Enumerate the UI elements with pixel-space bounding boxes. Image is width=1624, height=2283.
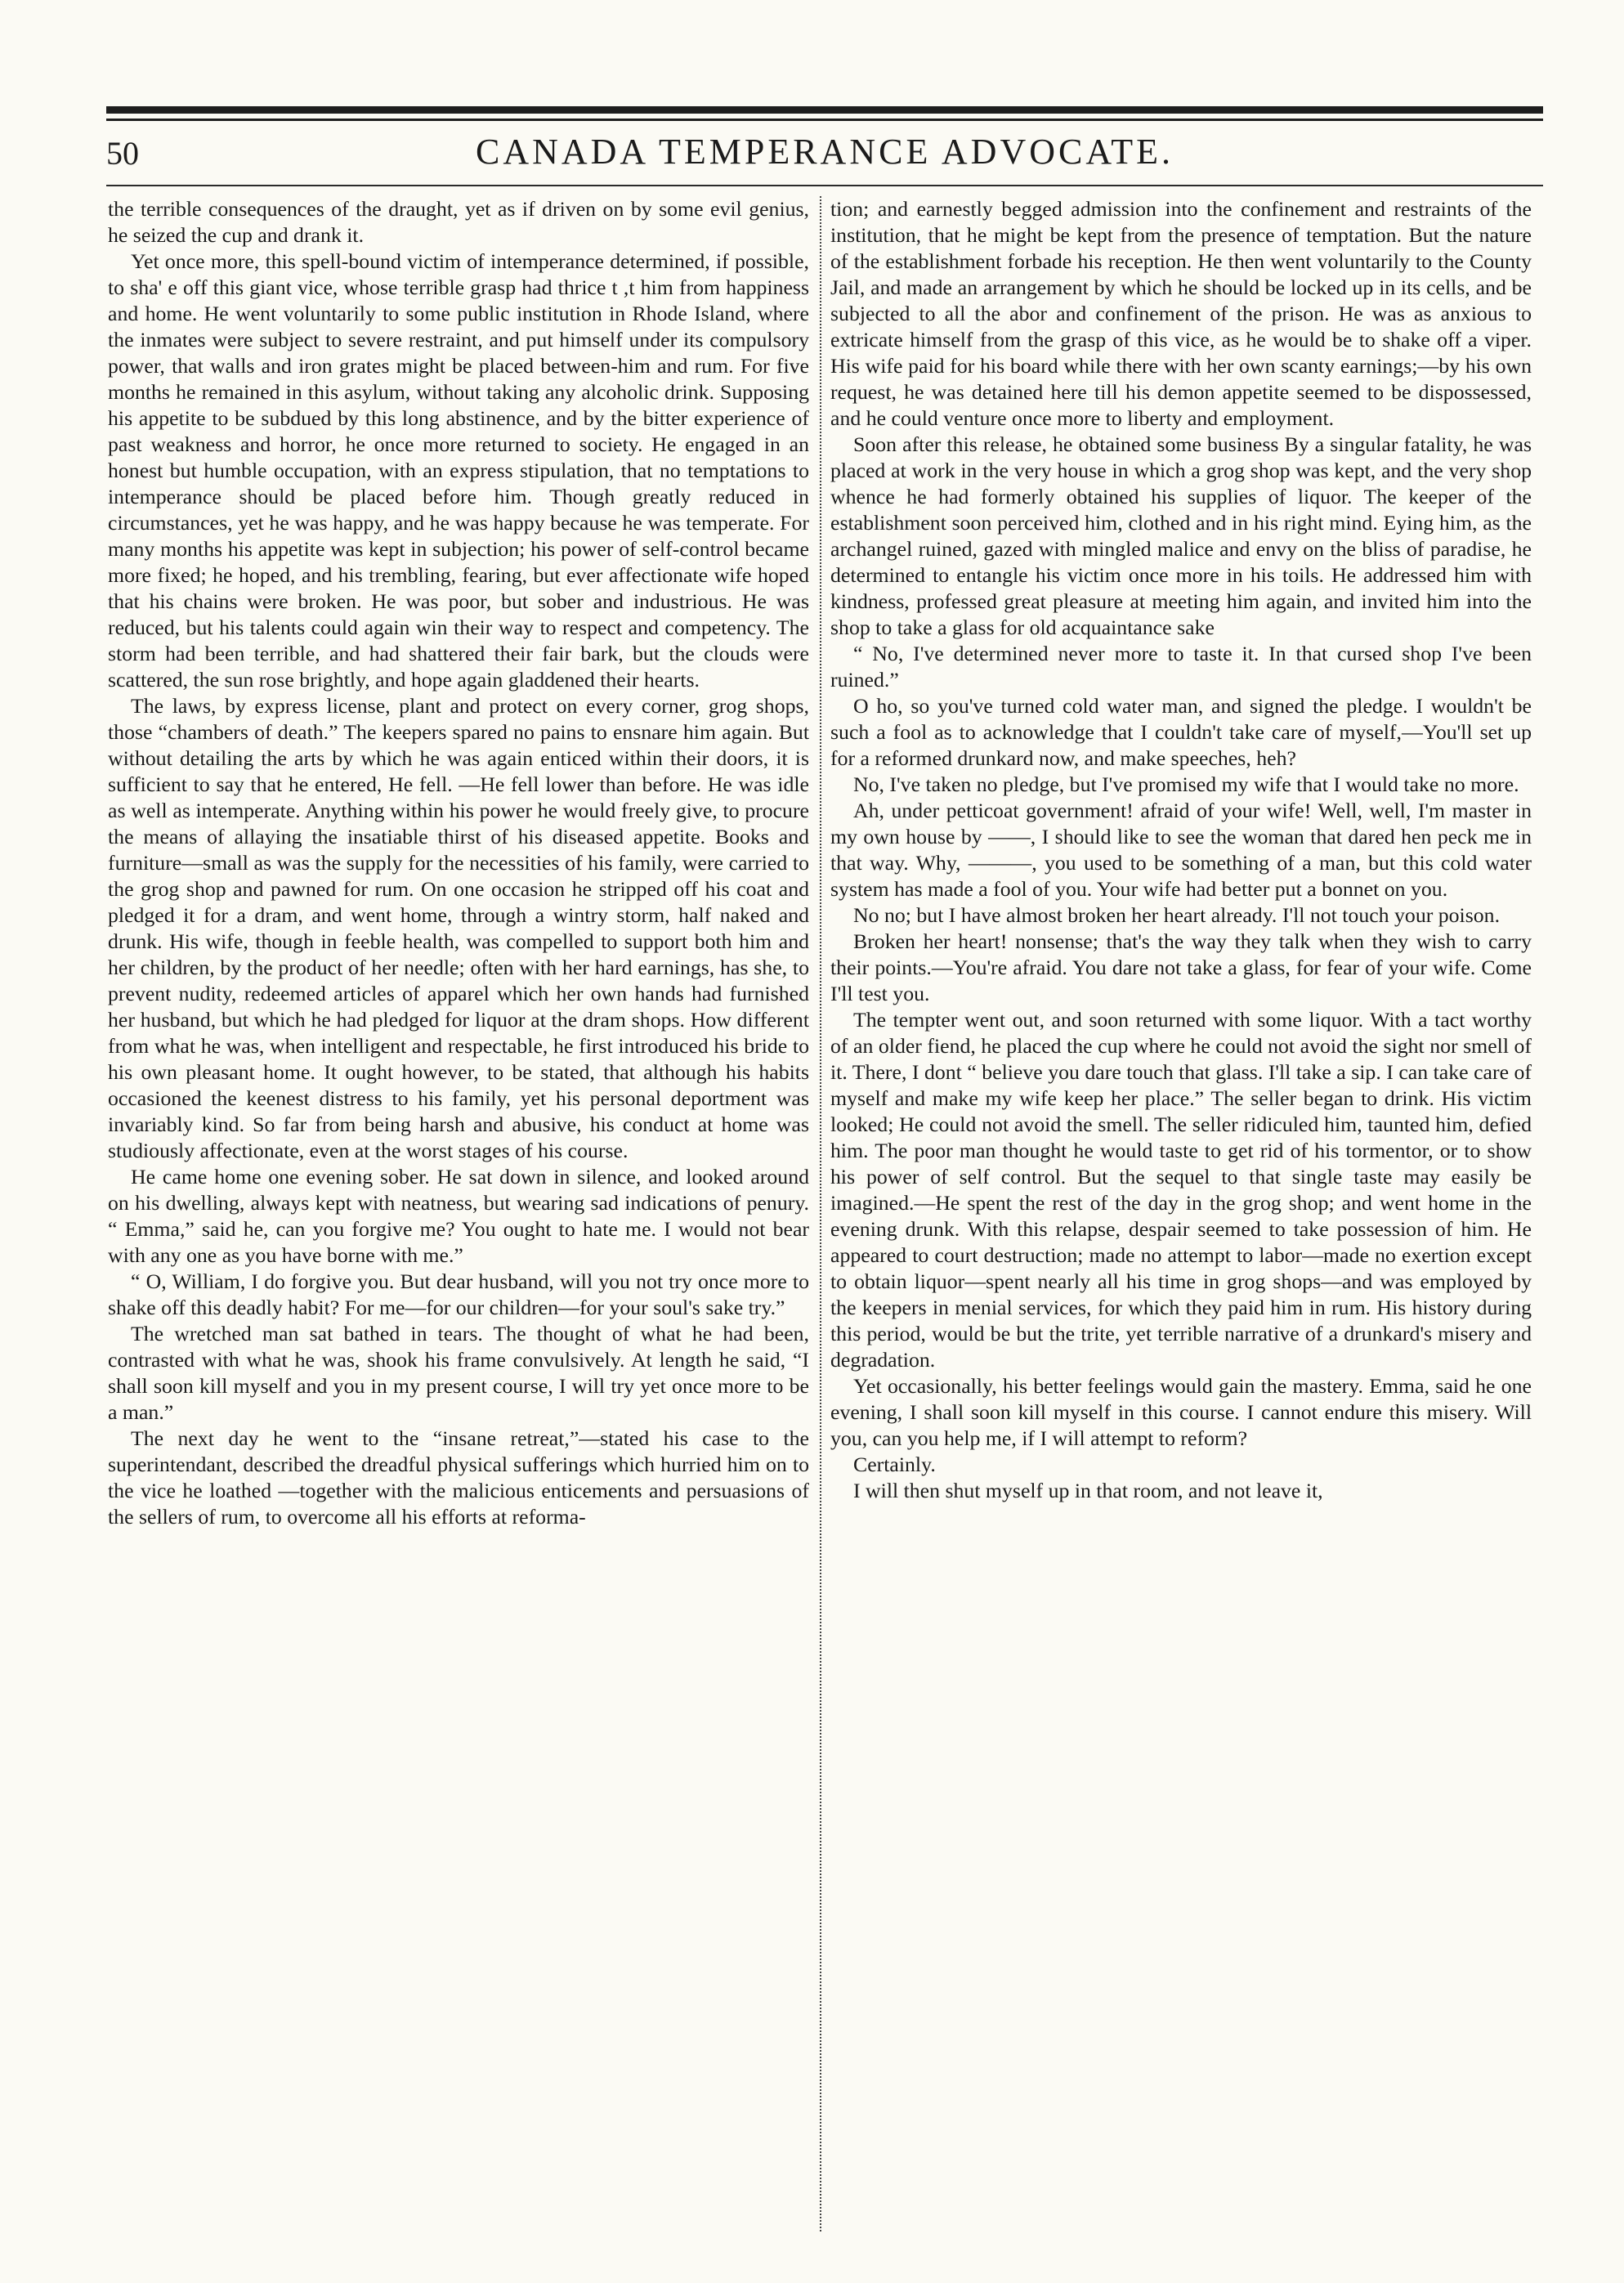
- paragraph: The laws, by express license, plant and protect on every corner, grog shops, those “chambers of death.” The keepers spared no pains to ensnare him again. But without detailing the arts by which he was again enticed within their doors, it is sufficient to say that he entered, He fell. —He fell lower than before. He was idle as well as intemperate. Anything within his power he would freely give, to procure the means of allaying the insatiable thirst of his diseased appetite. Books and furniture—small as was the supply for the necessities of his family, were carried to the grog shop and pawned for rum. On one occasion he stripped off his coat and pledged it for a dram, and went home, through a wintry storm, half naked and drunk. His wife, though in feeble health, was compelled to support both him and her children, by the product of her needle; often with her hard earnings, has she, to prevent nudity, redeemed articles of apparel which her own hands had furnished her husband, but which he had pledged for liquor at the dram shops. How different from what he was, when intelligent and respectable, he first introduced his bride to his own pleasant home. It ought however, to be stated, that although his habits occasioned the keenest distress to his family, yet his personal deportment was invariably kind. So far from being harsh and abusive, his conduct at home was studiously affectionate, even at the worst stages of his course.: [108, 694, 809, 1162]
- paragraph: Yet once more, this spell-bound victim of intemperance determined, if possible, to sha' e off this giant vice, whose terrible grasp had thrice t ,t him from happiness and home. He went voluntarily to some public institution in Rhode Island, where the inmates were subject to severe restraint, and put himself under its compulsory power, that walls and iron grates might be placed between-him and rum. For five months he remained in this asylum, without taking any alcoholic drink. Supposing his appetite to be subdued by this long abstinence, and by the bitter experience of past weakness and horror, he once more returned to society. He engaged in an honest but humble occupation, with an express stipulation, that no temptations to intemperance should be placed before him. Though greatly reduced in circumstances, yet he was happy, and he was happy because he was temperate. For many months his appetite was kept in subjection; his power of self-control became more fixed; he hoped, and his trembling, fearing, but ever affectionate wife hoped that his chains were broken. He was poor, but sober and industrious. He was reduced, but his talents could again win their way to respect and competency. The storm had been terrible, and had shattered their fair bark, but the clouds were scattered, the sun rose brightly, and hope again gladdened their hearts.: [108, 249, 809, 692]
- paragraph: I will then shut myself up in that room, and not leave it,: [853, 1479, 1323, 1502]
- paragraph: the terrible consequences of the draught, yet as if driven on by some evil genius, he seized the cup and drank it.: [108, 197, 809, 247]
- column-divider: [820, 196, 821, 2232]
- paragraph: The wretched man sat bathed in tears. The thought of what he had been, contrasted with what he was, shook his frame convulsively. At length he said, “I shall soon kill myself and you in my present course, I will try yet once more to be a man.”: [108, 1322, 809, 1424]
- paragraph: “ No, I've determined never more to taste it. In that cursed shop I've been ruined.”: [830, 642, 1532, 692]
- paragraph: “ O, William, I do forgive you. But dear husband, will you not try once more to shake off this deadly habit? For me—for our children—for your soul's sake try.”: [108, 1269, 809, 1319]
- paragraph: Ah, under petticoat government! afraid of your wife! Well, well, I'm master in my own house by ——, I should like to see the woman that dared hen peck me in that way. Why, ———, you used to be something of a man, but this cold water system has made a fool of you. Your wife had better put a bonnet on you.: [830, 799, 1532, 901]
- paragraph: Yet occasionally, his better feelings would gain the mastery. Emma, said he one evening, I shall soon kill myself in this course. I cannot endure this misery. Will you, can you help me, if I will attempt to reform?: [830, 1374, 1532, 1450]
- paragraph: Broken her heart! nonsense; that's the way they talk when they wish to carry their points.—You're afraid. You dare not take a glass, for fear of your wife. Come I'll test you.: [830, 929, 1532, 1005]
- paragraph: No no; but I have almost broken her heart already. I'll not touch your poison.: [853, 903, 1501, 927]
- paragraph: Certainly.: [853, 1453, 936, 1476]
- masthead-title: CANADA TEMPERANCE ADVOCATE.: [475, 132, 1174, 172]
- page-header: [106, 131, 1543, 180]
- paragraph: No, I've taken no pledge, but I've promised my wife that I would take no more.: [853, 772, 1519, 796]
- page-number: 50: [106, 135, 139, 172]
- paragraph: The tempter went out, and soon returned with some liquor. With a tact worthy of an older fiend, he placed the cup where he could not avoid the sight nor smell of it. There, I dont “ believe you dare touch that glass. I'll take a sip. I can take care of myself and make my wife keep her place.” The seller began to drink. His victim looked; He could not avoid the smell. The seller ridiculed him, taunted him, defied him. The poor man thought he would taste to get rid of his tormentor, or to show his power of self control. But the sequel to that single taste may easily be imagined.—He spent the rest of the day in the grog shop; and went home in the evening drunk. With this relapse, despair seemed to take possession of him. He appeared to court destruction; made no attempt to labor—made no exertion except to obtain liquor—spent nearly all his time in grog shops—and was employed by the keepers in menial services, for which they paid him in rum. His history during this period, would be but the trite, yet terrible narrative of a drunkard's misery and degradation.: [830, 1008, 1532, 1372]
- left-column: [108, 196, 809, 1530]
- paragraph: The next day he went to the “insane retreat,”—stated his case to the superintendant, described the dreadful physical sufferings which hurried him on to the vice he loathed —together with the malicious enticements and persuasions of the sellers of rum, to overcome all his efforts at reforma-: [108, 1426, 809, 1529]
- paragraph: He came home one evening sober. He sat down in silence, and looked around on his dwelling, always kept with neatness, but wearing sad indications of penury. “ Emma,” said he, can you forgive me? You ought to hate me. I would not bear with any one as you have borne with me.”: [108, 1165, 809, 1267]
- top-rule-thin: [106, 119, 1543, 121]
- header-rule: [106, 185, 1543, 186]
- paragraph: tion; and earnestly begged admission into the confinement and restraints of the institution, that he might be kept from the presence of temptation. But the nature of the establishment forbade his reception. He then went voluntarily to the County Jail, and made an arrangement by which he should be locked up in its cells, and be subjected to all the abor and confinement of the prison. He was as anxious to extricate himself from the grasp of this vice, as he would be to shake off a viper. His wife paid for his board while there with her own scanty earnings;—by his own request, he was detained here till his demon appetite seemed to be dispossessed, and he could venture once more to liberty and employment.: [830, 197, 1532, 430]
- paragraph: Soon after this release, he obtained some business By a singular fatality, he was placed at work in the very house in which a grog shop was kept, and the very shop whence he had formerly obtained his supplies of liquor. The keeper of the establishment soon perceived him, clothed and in his right mind. Eying him, as the archangel ruined, gazed with mingled malice and envy on the bliss of paradise, he determined to entangle his victim once more in his toils. He addressed him with kindness, professed great pleasure at meeting him again, and invited him into the shop to take a glass for old acquaintance sake: [830, 432, 1532, 639]
- paragraph: O ho, so you've turned cold water man, and signed the pledge. I wouldn't be such a fool as to acknowledge that I couldn't take care of myself,—You'll set up for a reformed drunkard now, and make speeches, heh?: [830, 694, 1532, 770]
- right-column: [830, 196, 1532, 1504]
- top-rule-thick: [106, 106, 1543, 114]
